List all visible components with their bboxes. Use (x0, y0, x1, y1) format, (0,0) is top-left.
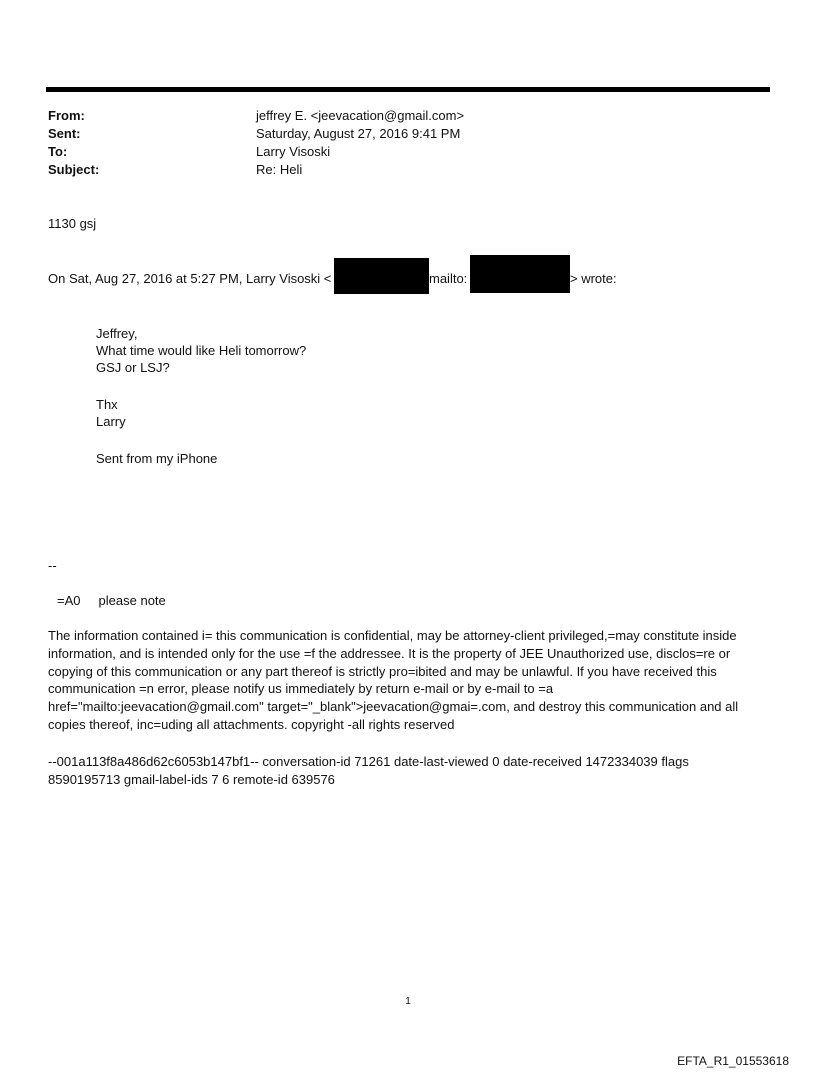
redaction-box (334, 258, 429, 294)
metadata-paragraph: --001a113f8a486d62c6053b147bf1-- conversation-id 71261 date-last-viewed 0 date-received 1472334039 flags 8590195713 gmail-label-ids 7 6 remote-id 639576 (48, 754, 689, 787)
reply-text: 1130 gsj (48, 216, 97, 231)
note-line: =A0 please note (57, 593, 166, 608)
quoted-line: Thx (96, 397, 118, 412)
page-number: 1 (405, 996, 411, 1007)
to-value: Larry Visoski (256, 144, 331, 159)
from-label: From: (48, 108, 85, 123)
from-value: jeffrey E. <jeevacation@gmail.com> (256, 108, 465, 123)
redaction-box (470, 255, 570, 293)
subject-value: Re: Heli (256, 162, 303, 177)
quote-intro-part3: > wrote: (570, 271, 617, 286)
to-label: To: (48, 144, 68, 159)
quoted-line: Jeffrey, (96, 326, 138, 341)
sent-label: Sent: (48, 126, 81, 141)
separator: -- (48, 558, 57, 573)
bates-number: EFTA_R1_01553618 (677, 1054, 789, 1068)
quote-intro-part2: mailto: (429, 271, 468, 286)
quoted-line: Sent from my iPhone (96, 451, 218, 466)
quoted-line: Larry (96, 414, 126, 429)
header-rule (46, 87, 770, 92)
quote-intro-part1: On Sat, Aug 27, 2016 at 5:27 PM, Larry Visoski < (48, 271, 332, 286)
subject-label: Subject: (48, 162, 100, 177)
quoted-line: What time would like Heli tomorrow? (96, 343, 307, 358)
disclaimer-paragraph: The information contained i= this communication is confidential, may be attorney-client privileged,=may constitute inside information, and is intended only for the use =f the addressee. It is the property of JEE Unauthorized use, disclos=re or copying of this communication or any part thereof is strictly pro=ibited and may be unlawful. If you have received this communication =n error, please notify us immediately by return e-mail or by e-mail to =a href="mailto:jeevacation@gmail.com" target="_blank">jeevacation@gmai=.com, and destroy this communication and all copies thereof, inc=uding all attachments. copyright -all rights reserved (48, 628, 739, 732)
quoted-line: GSJ or LSJ? (96, 360, 170, 375)
sent-value: Saturday, August 27, 2016 9:41 PM (256, 126, 461, 141)
